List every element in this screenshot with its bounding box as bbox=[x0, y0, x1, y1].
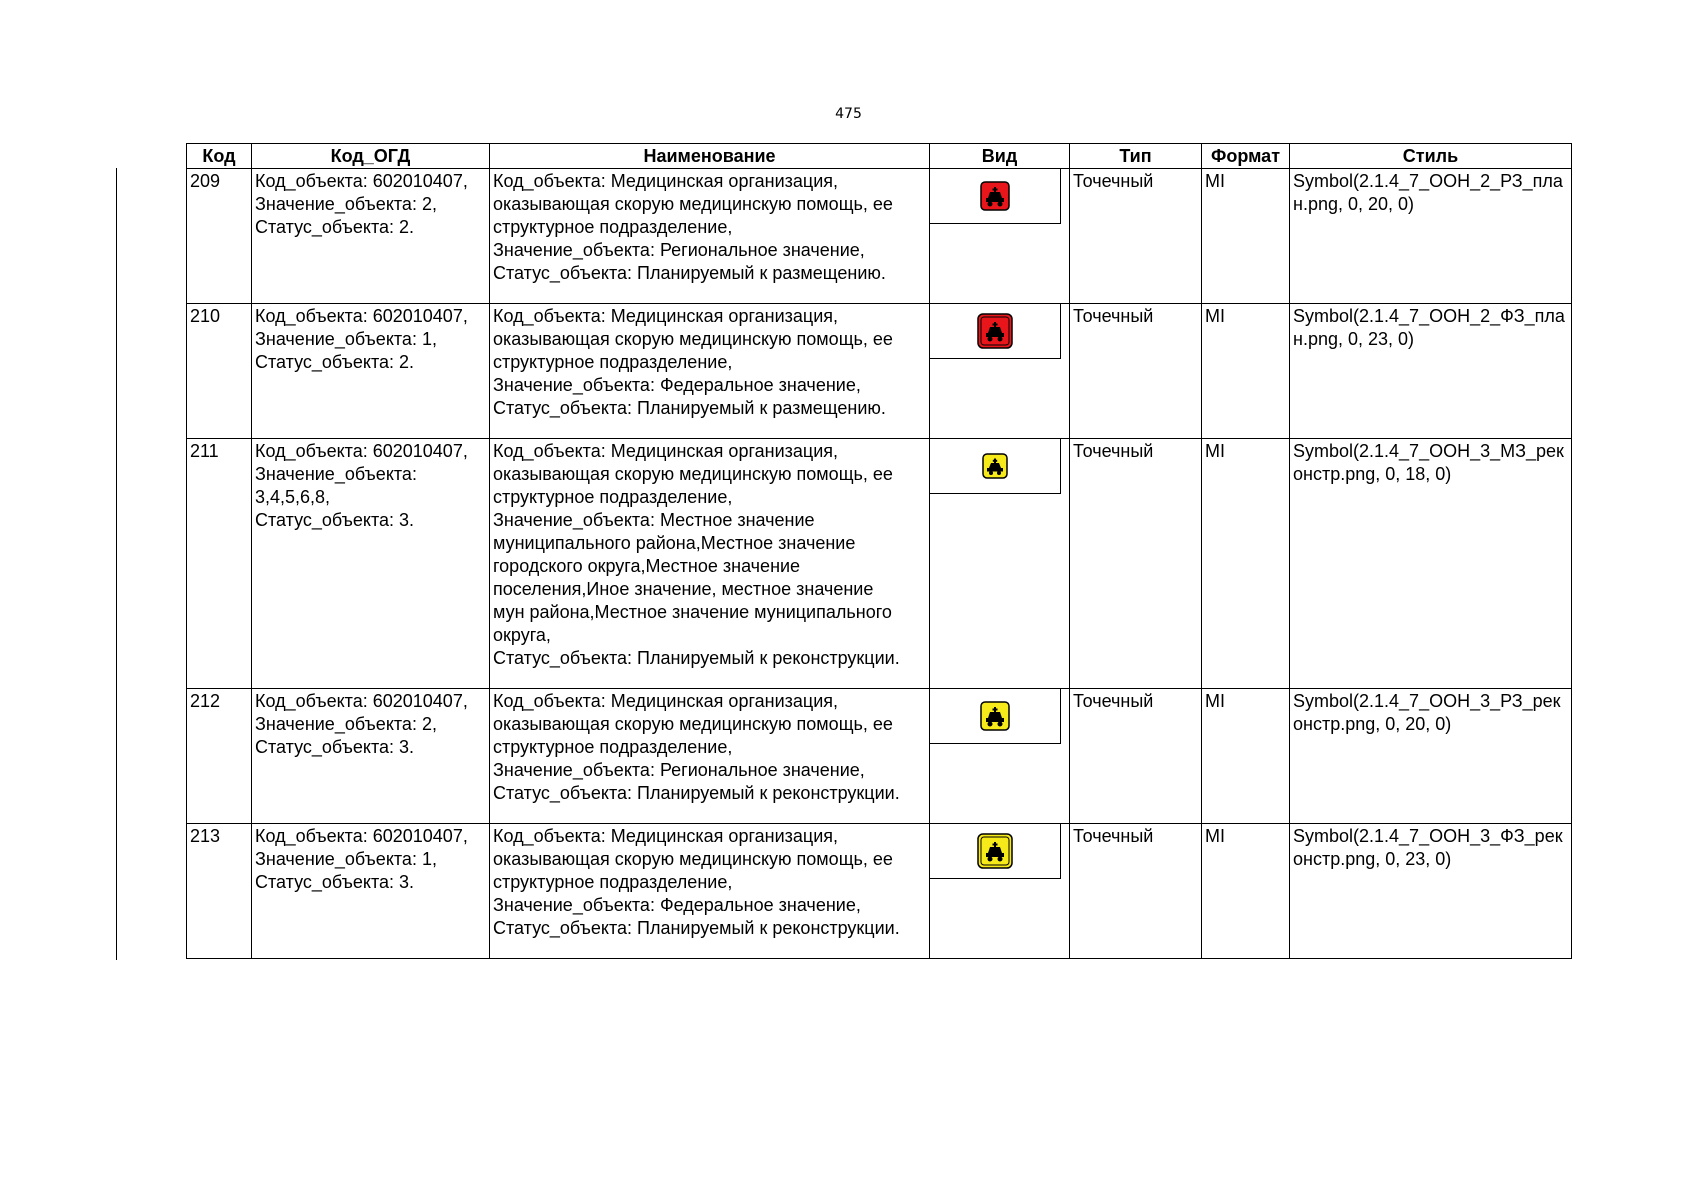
cell-style: Symbol(2.1.4_7_ООН_2_РЗ_план.png, 0, 20, 0) bbox=[1290, 169, 1572, 304]
cell-ogd: Код_объекта: 602010407, Значение_объекта: 1, Статус_объекта: 2. bbox=[252, 304, 490, 439]
cell-style: Symbol(2.1.4_7_ООН_3_МЗ_реконстр.png, 0, 18, 0) bbox=[1290, 439, 1572, 689]
header-naimenovanie: Наименование bbox=[490, 144, 930, 169]
ambulance-yellow-small-icon bbox=[982, 453, 1008, 479]
header-vid: Вид bbox=[930, 144, 1070, 169]
cell-format: MI bbox=[1202, 169, 1290, 304]
symbol-frame bbox=[930, 439, 1061, 494]
cell-vid bbox=[930, 689, 1070, 824]
table-row bbox=[187, 689, 1572, 824]
cell-ogd: Код_объекта: 602010407, Значение_объекта: 3,4,5,6,8, Статус_объекта: 3. bbox=[252, 439, 490, 689]
cell-name: Код_объекта: Медицинская организация, оказывающая скорую медицинскую помощь, ее структурное подразделение, Значение_объекта: Региональное значение, Статус_объекта: Планируемый к размещению. bbox=[490, 169, 930, 304]
cell-vid bbox=[930, 304, 1070, 439]
table-row bbox=[187, 824, 1572, 959]
ambulance-yellow-icon bbox=[980, 701, 1010, 731]
ambulance-red-framed-icon bbox=[977, 313, 1013, 349]
header-kod-ogd: Код_ОГД bbox=[252, 144, 490, 169]
cell-type: Точечный bbox=[1070, 439, 1202, 689]
symbol-frame bbox=[930, 689, 1061, 744]
header-tip: Тип bbox=[1070, 144, 1202, 169]
cell-type: Точечный bbox=[1070, 304, 1202, 439]
cell-style: Symbol(2.1.4_7_ООН_3_ФЗ_реконстр.png, 0, 23, 0) bbox=[1290, 824, 1572, 959]
symbol-table bbox=[186, 143, 1572, 959]
header-kod: Код bbox=[187, 144, 252, 169]
header-stil: Стиль bbox=[1290, 144, 1572, 169]
cell-format: MI bbox=[1202, 439, 1290, 689]
page-number: 475 bbox=[835, 106, 862, 122]
table-row bbox=[187, 304, 1572, 439]
cell-vid bbox=[930, 169, 1070, 304]
table-header-row bbox=[187, 144, 1572, 169]
cell-format: MI bbox=[1202, 689, 1290, 824]
cell-code: 213 bbox=[187, 824, 252, 959]
ambulance-red-icon bbox=[980, 181, 1010, 211]
cell-ogd: Код_объекта: 602010407, Значение_объекта: 1, Статус_объекта: 3. bbox=[252, 824, 490, 959]
cell-style: Symbol(2.1.4_7_ООН_3_РЗ_реконстр.png, 0, 20, 0) bbox=[1290, 689, 1572, 824]
cell-style: Symbol(2.1.4_7_ООН_2_ФЗ_план.png, 0, 23, 0) bbox=[1290, 304, 1572, 439]
header-format: Формат bbox=[1202, 144, 1290, 169]
cell-name: Код_объекта: Медицинская организация, оказывающая скорую медицинскую помощь, ее структурное подразделение, Значение_объекта: Федеральное значение, Статус_объекта: Планируемый к размещению. bbox=[490, 304, 930, 439]
cell-type: Точечный bbox=[1070, 689, 1202, 824]
cell-type: Точечный bbox=[1070, 824, 1202, 959]
cell-ogd: Код_объекта: 602010407, Значение_объекта: 2, Статус_объекта: 2. bbox=[252, 169, 490, 304]
cell-code: 210 bbox=[187, 304, 252, 439]
cell-code: 209 bbox=[187, 169, 252, 304]
cell-format: MI bbox=[1202, 824, 1290, 959]
symbol-frame bbox=[930, 824, 1061, 879]
cell-name: Код_объекта: Медицинская организация, оказывающая скорую медицинскую помощь, ее структурное подразделение, Значение_объекта: Региональное значение, Статус_объекта: Планируемый к реконструкции. bbox=[490, 689, 930, 824]
margin-line bbox=[116, 168, 117, 960]
cell-vid bbox=[930, 824, 1070, 959]
symbol-frame bbox=[930, 169, 1061, 224]
ambulance-yellow-framed-icon bbox=[977, 833, 1013, 869]
cell-name: Код_объекта: Медицинская организация, оказывающая скорую медицинскую помощь, ее структурное подразделение, Значение_объекта: Федеральное значение, Статус_объекта: Планируемый к реконструкции. bbox=[490, 824, 930, 959]
cell-format: MI bbox=[1202, 304, 1290, 439]
cell-type: Точечный bbox=[1070, 169, 1202, 304]
table-row bbox=[187, 439, 1572, 689]
cell-name: Код_объекта: Медицинская организация, оказывающая скорую медицинскую помощь, ее структурное подразделение, Значение_объекта: Местное значение муниципального района,Местное значение городского округа,Местное значение поселения,Иное значение, местное значение мун района,Местное значение муниципального округа, Статус_объекта: Планируемый к реконструкции. bbox=[490, 439, 930, 689]
cell-code: 211 bbox=[187, 439, 252, 689]
table-row bbox=[187, 169, 1572, 304]
cell-vid bbox=[930, 439, 1070, 689]
cell-ogd: Код_объекта: 602010407, Значение_объекта: 2, Статус_объекта: 3. bbox=[252, 689, 490, 824]
cell-code: 212 bbox=[187, 689, 252, 824]
symbol-frame bbox=[930, 304, 1061, 359]
